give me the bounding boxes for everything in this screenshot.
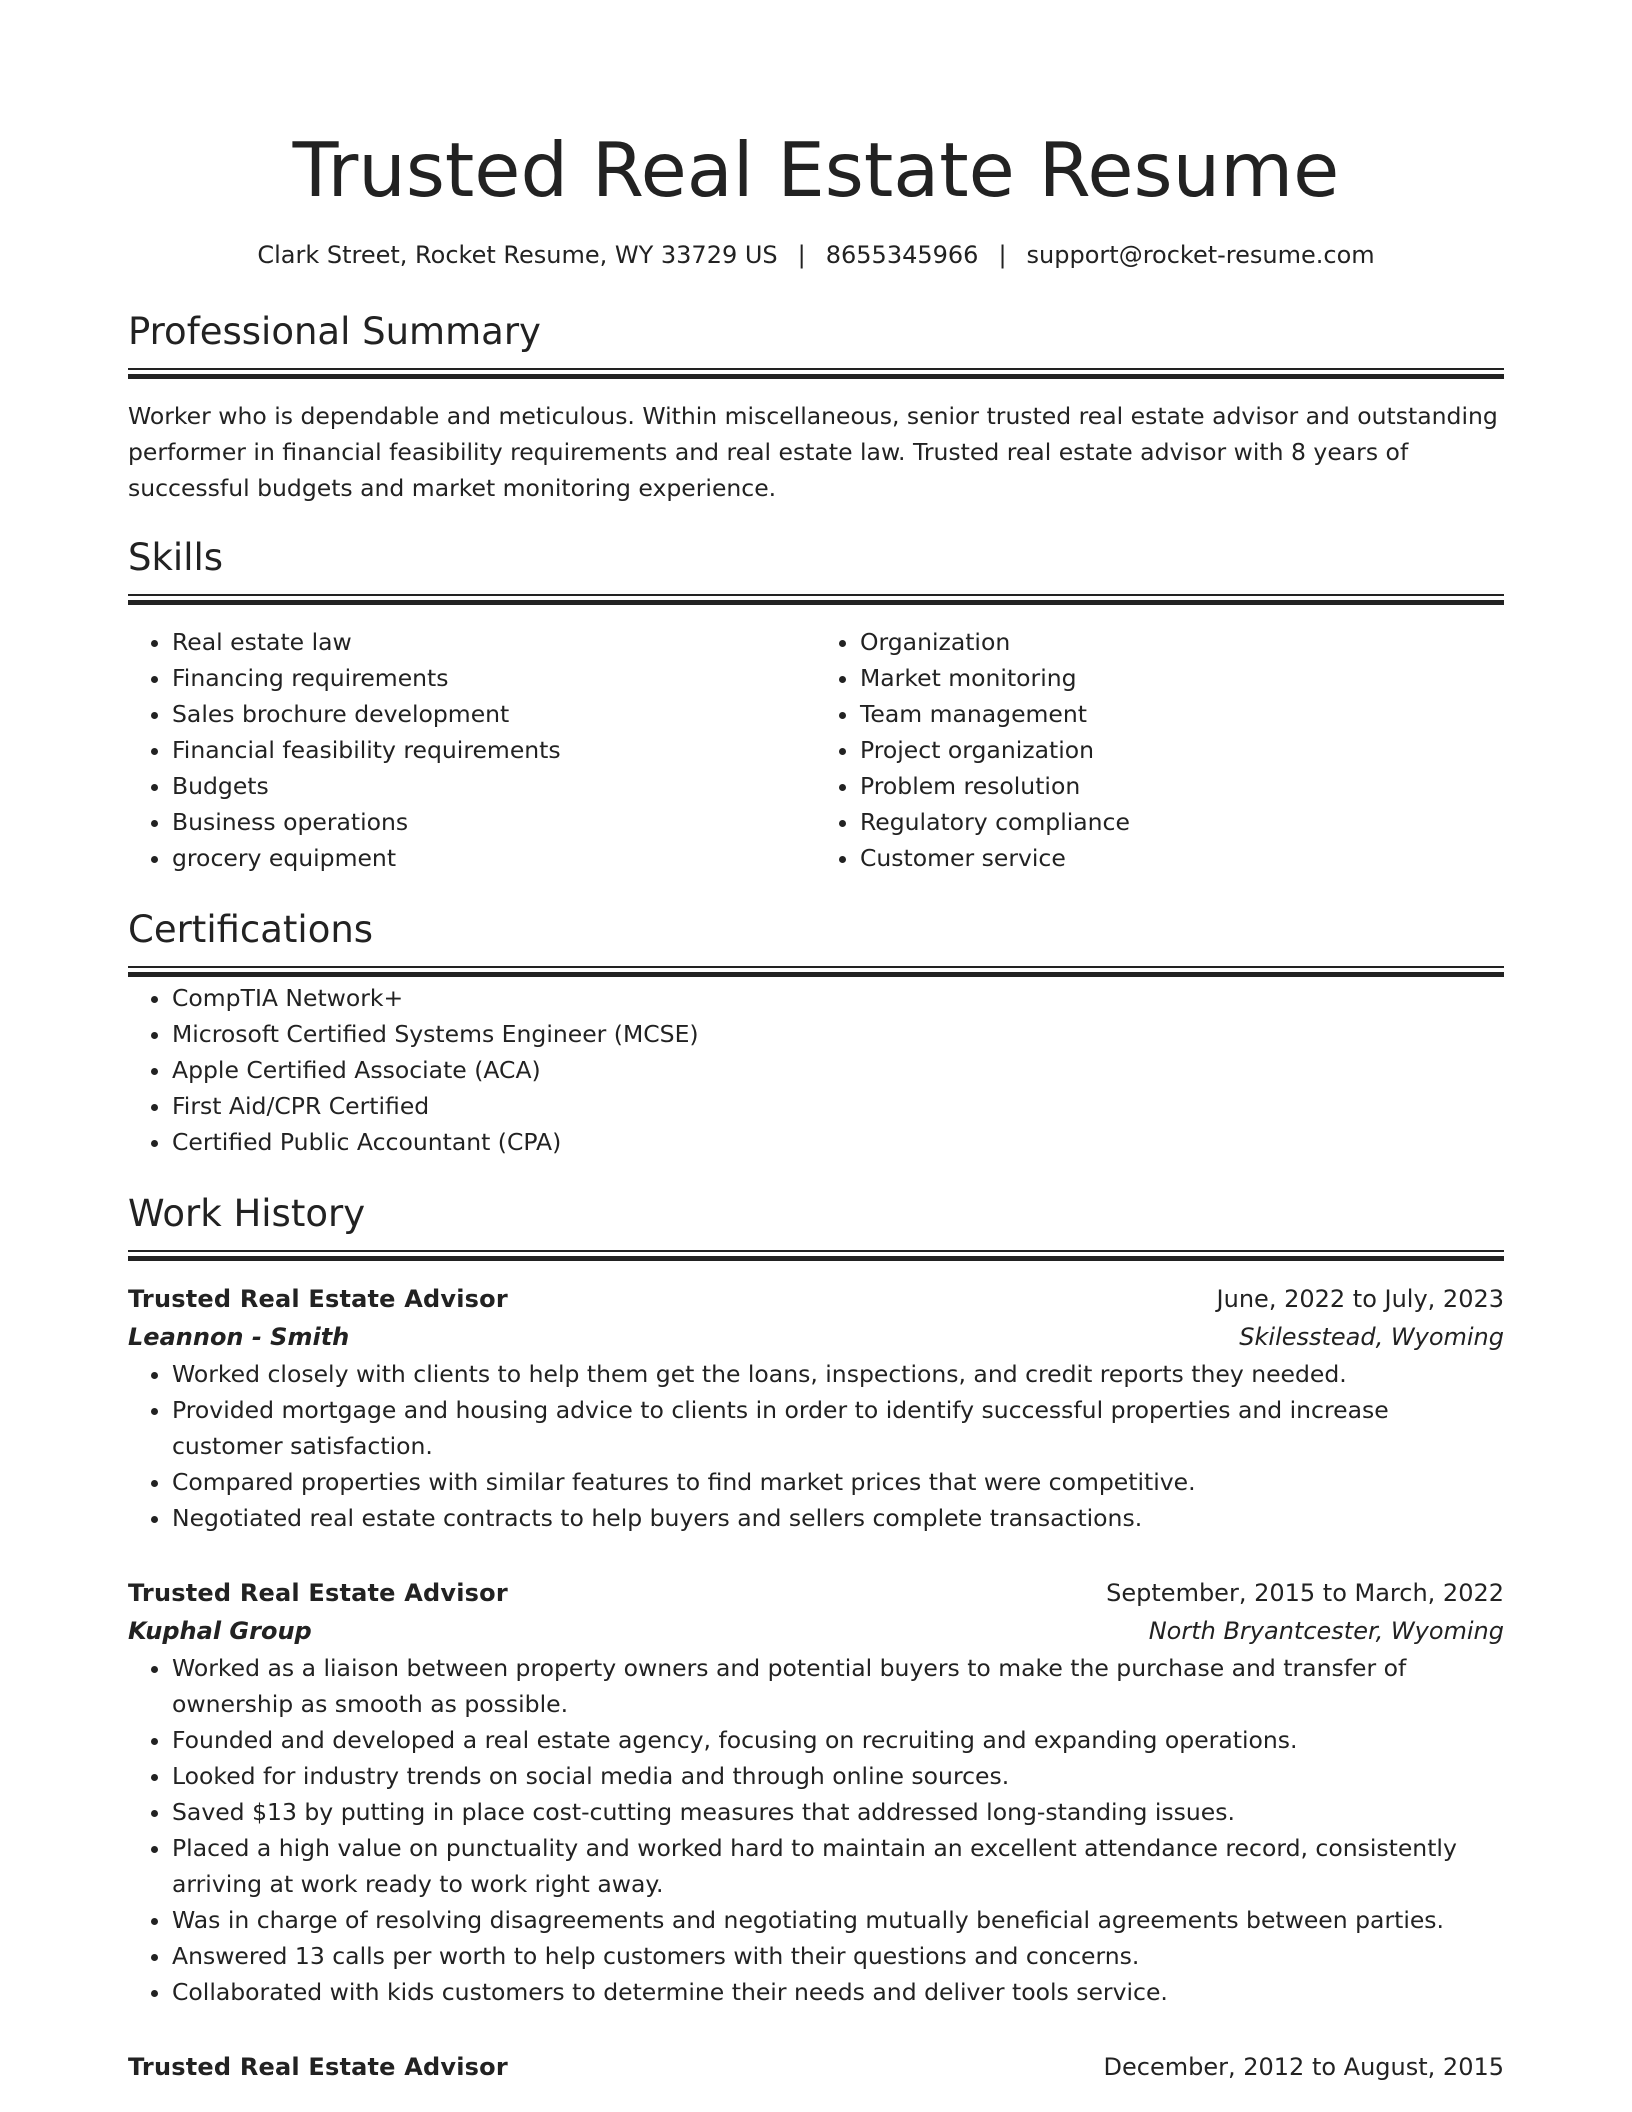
skill-item: • Organization (860, 624, 1504, 660)
skill-item: • Real estate law (172, 624, 816, 660)
certification-item: • First Aid/CPR Certified (172, 1088, 1504, 1124)
skill-item: • Budgets (172, 768, 816, 804)
job-bullet: • Was in charge of resolving disagreements and negotiating mutually beneficial agreements between parties. (172, 1902, 1504, 1938)
contact-separator: | (998, 241, 1007, 269)
job-bullet: • Worked closely with clients to help them get the loans, inspections, and credit reports they needed. (172, 1356, 1504, 1392)
job-header-row (128, 2048, 1504, 2086)
skill-item: • Problem resolution (860, 768, 1504, 804)
section-divider (128, 966, 1504, 980)
job-dates: September, 2015 to March, 2022 (1106, 1579, 1504, 1607)
skill-item: • Project organization (860, 732, 1504, 768)
certification-item: • CompTIA Network+ (172, 980, 1504, 1016)
certification-item: • Apple Certified Associate (ACA) (172, 1052, 1504, 1088)
job-title: Trusted Real Estate Advisor (128, 2053, 508, 2081)
job-company-row (128, 1318, 1504, 1356)
skills-section (128, 534, 1504, 876)
skill-item: • Customer service (860, 840, 1504, 876)
job-bullet: • Provided mortgage and housing advice to clients in order to identify successful properties and increase customer satisfaction. (172, 1392, 1504, 1464)
job-bullets (128, 1356, 1504, 1536)
skill-item: • grocery equipment (172, 840, 816, 876)
job-entry (128, 1574, 1504, 2010)
section-title-certifications: Certifications (128, 908, 374, 951)
skill-item: • Financial feasibility requirements (172, 732, 816, 768)
job-dates: December, 2012 to August, 2015 (1103, 2053, 1504, 2081)
job-bullet: • Compared properties with similar features to find market prices that were competitive. (172, 1464, 1504, 1500)
skill-item: • Financing requirements (172, 660, 816, 696)
certifications-list (128, 980, 1504, 1160)
job-header-row (128, 1574, 1504, 1612)
job-company-row (128, 1612, 1504, 1650)
job-bullet: • Placed a high value on punctuality and worked hard to maintain an excellent attendance record, consistently arriving at work ready to work right away. (172, 1830, 1504, 1902)
job-dates: June, 2022 to July, 2023 (1216, 1285, 1504, 1313)
resume-page (128, 0, 1504, 2086)
skill-item: • Sales brochure development (172, 696, 816, 732)
contact-email: support@rocket-resume.com (1026, 241, 1375, 269)
job-entry (128, 2048, 1504, 2086)
certification-item: • Certified Public Accountant (CPA) (172, 1124, 1504, 1160)
section-divider (128, 368, 1504, 382)
section-title-skills: Skills (128, 536, 224, 579)
resume-name: Trusted Real Estate Resume (292, 126, 1340, 214)
contact-address: Clark Street, Rocket Resume, WY 33729 US (257, 241, 778, 269)
job-title: Trusted Real Estate Advisor (128, 1285, 508, 1313)
job-entry (128, 1280, 1504, 1536)
job-location: Skilesstead, Wyoming (1239, 1323, 1504, 1351)
certification-item: • Microsoft Certified Systems Engineer (MCSE) (172, 1016, 1504, 1052)
job-title: Trusted Real Estate Advisor (128, 1579, 508, 1607)
skills-columns (128, 624, 1504, 876)
contact-separator: | (797, 241, 806, 269)
job-bullet: • Collaborated with kids customers to determine their needs and deliver tools service. (172, 1974, 1504, 2010)
job-company: Leannon - Smith (128, 1323, 350, 1351)
job-bullet: • Worked as a liaison between property owners and potential buyers to make the purchase and transfer of ownership as smooth as possible. (172, 1650, 1504, 1722)
job-location: North Bryantcester, Wyoming (1148, 1617, 1504, 1645)
section-divider (128, 1250, 1504, 1264)
job-bullet: • Founded and developed a real estate agency, focusing on recruiting and expanding operations. (172, 1722, 1504, 1758)
work-history-section (128, 1190, 1504, 2086)
skill-item: • Market monitoring (860, 660, 1504, 696)
skills-list-right (816, 624, 1504, 876)
section-divider (128, 594, 1504, 608)
contact-line (128, 238, 1504, 272)
section-title-work-history: Work History (128, 1192, 366, 1235)
job-bullet: • Negotiated real estate contracts to help buyers and sellers complete transactions. (172, 1500, 1504, 1536)
job-company: Kuphal Group (128, 1617, 312, 1645)
skills-list-left (128, 624, 816, 876)
summary-text: Worker who is dependable and meticulous. Within miscellaneous, senior trusted real estate advisor and outstanding performer in financial feasibility requirements and real estate law. Trusted real estate advisor with 8 years of successful budgets and market monitoring experience. (128, 402, 1498, 502)
job-bullet: • Answered 13 calls per worth to help customers with their questions and concerns. (172, 1938, 1504, 1974)
skill-item: • Business operations (172, 804, 816, 840)
contact-phone: 8655345966 (825, 241, 979, 269)
job-bullets (128, 1650, 1504, 2010)
skill-item: • Team management (860, 696, 1504, 732)
job-bullet: • Looked for industry trends on social media and through online sources. (172, 1758, 1504, 1794)
job-bullet: • Saved $13 by putting in place cost-cutting measures that addressed long-standing issues. (172, 1794, 1504, 1830)
skill-item: • Regulatory compliance (860, 804, 1504, 840)
summary-section (128, 308, 1504, 506)
section-title-summary: Professional Summary (128, 310, 541, 353)
certifications-section (128, 906, 1504, 1160)
job-header-row (128, 1280, 1504, 1318)
